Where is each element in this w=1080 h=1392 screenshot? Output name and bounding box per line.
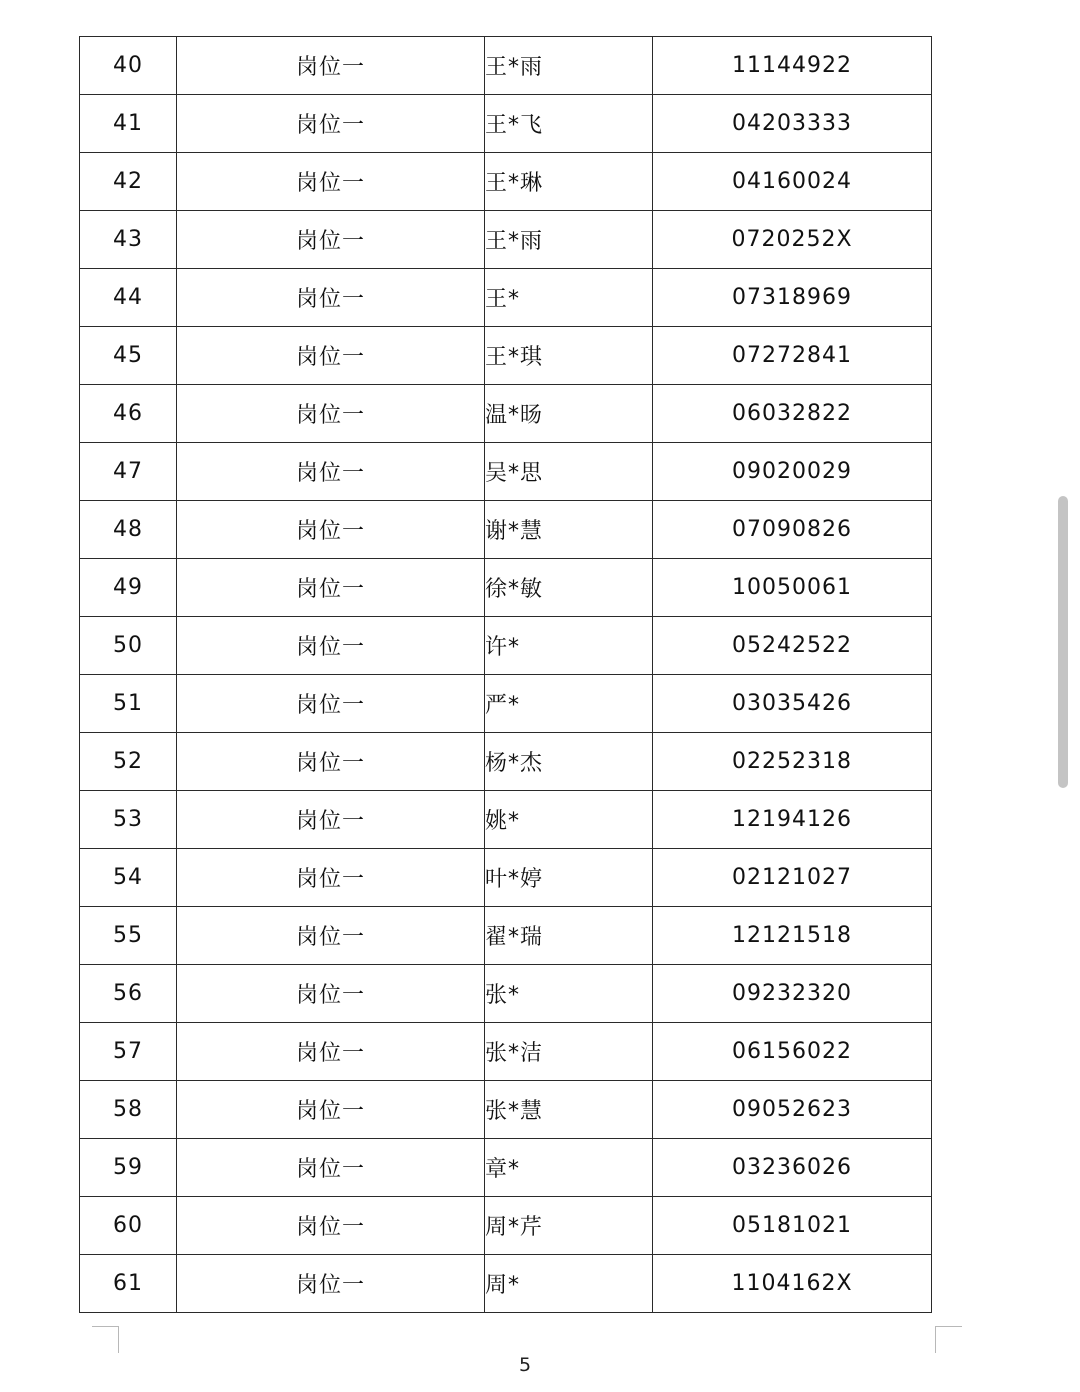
id-cell: 07318969 [653,269,932,327]
scrollbar-thumb[interactable] [1058,496,1068,788]
name-cell: 王*雨 [485,211,653,269]
row-number-cell: 47 [80,443,177,501]
id-cell: 09020029 [653,443,932,501]
name-cell: 王*雨 [485,37,653,95]
table-row [80,1023,932,1081]
table-row [80,501,932,559]
id-cell: 03236026 [653,1139,932,1197]
name-cell: 周* [485,1255,653,1313]
position-cell: 岗位一 [177,675,485,733]
table-row [80,559,932,617]
name-cell: 周*芹 [485,1197,653,1255]
position-cell: 岗位一 [177,1139,485,1197]
position-cell: 岗位一 [177,211,485,269]
name-cell: 张*慧 [485,1081,653,1139]
id-cell: 07090826 [653,501,932,559]
row-number-cell: 43 [80,211,177,269]
row-number-cell: 45 [80,327,177,385]
id-cell: 03035426 [653,675,932,733]
table-row [80,1139,932,1197]
position-cell: 岗位一 [177,1023,485,1081]
page-number: 5 [518,1354,532,1376]
row-number-cell: 54 [80,849,177,907]
row-number-cell: 60 [80,1197,177,1255]
table-row [80,1197,932,1255]
table-row [80,95,932,153]
table-row [80,733,932,791]
position-cell: 岗位一 [177,1081,485,1139]
id-cell: 05242522 [653,617,932,675]
row-number-cell: 49 [80,559,177,617]
name-cell: 叶*婷 [485,849,653,907]
row-number-cell: 55 [80,907,177,965]
name-cell: 王*飞 [485,95,653,153]
name-cell: 谢*慧 [485,501,653,559]
vertical-scrollbar[interactable] [1056,496,1070,788]
id-cell: 06032822 [653,385,932,443]
row-number-cell: 56 [80,965,177,1023]
table-row [80,1255,932,1313]
table-row [80,327,932,385]
name-cell: 严* [485,675,653,733]
position-cell: 岗位一 [177,37,485,95]
table-row [80,385,932,443]
row-number-cell: 50 [80,617,177,675]
position-cell: 岗位一 [177,443,485,501]
name-cell: 许* [485,617,653,675]
name-cell: 王*琳 [485,153,653,211]
roster-table-body [80,37,932,1313]
table-row [80,443,932,501]
id-cell: 02252318 [653,733,932,791]
row-number-cell: 61 [80,1255,177,1313]
row-number-cell: 52 [80,733,177,791]
id-cell: 12121518 [653,907,932,965]
position-cell: 岗位一 [177,95,485,153]
id-cell: 09052623 [653,1081,932,1139]
position-cell: 岗位一 [177,1197,485,1255]
id-cell: 04203333 [653,95,932,153]
position-cell: 岗位一 [177,965,485,1023]
position-cell: 岗位一 [177,269,485,327]
id-cell: 05181021 [653,1197,932,1255]
position-cell: 岗位一 [177,1255,485,1313]
roster-table [79,36,932,1313]
id-cell: 1104162X [653,1255,932,1313]
id-cell: 0720252X [653,211,932,269]
table-row [80,37,932,95]
id-cell: 07272841 [653,327,932,385]
name-cell: 吴*思 [485,443,653,501]
id-cell: 11144922 [653,37,932,95]
name-cell: 张*洁 [485,1023,653,1081]
row-number-cell: 48 [80,501,177,559]
name-cell: 张* [485,965,653,1023]
table-row [80,211,932,269]
position-cell: 岗位一 [177,791,485,849]
id-cell: 12194126 [653,791,932,849]
name-cell: 王*琪 [485,327,653,385]
table-row [80,675,932,733]
name-cell: 温*旸 [485,385,653,443]
name-cell: 姚* [485,791,653,849]
table-row [80,965,932,1023]
position-cell: 岗位一 [177,617,485,675]
row-number-cell: 53 [80,791,177,849]
id-cell: 06156022 [653,1023,932,1081]
position-cell: 岗位一 [177,559,485,617]
row-number-cell: 40 [80,37,177,95]
id-cell: 04160024 [653,153,932,211]
row-number-cell: 58 [80,1081,177,1139]
crop-mark-bottom-right [935,1326,962,1353]
name-cell: 徐*敏 [485,559,653,617]
row-number-cell: 59 [80,1139,177,1197]
name-cell: 杨*杰 [485,733,653,791]
position-cell: 岗位一 [177,153,485,211]
table-row [80,617,932,675]
id-cell: 10050061 [653,559,932,617]
name-cell: 章* [485,1139,653,1197]
table-row [80,153,932,211]
name-cell: 王* [485,269,653,327]
position-cell: 岗位一 [177,501,485,559]
id-cell: 02121027 [653,849,932,907]
table-row [80,791,932,849]
row-number-cell: 42 [80,153,177,211]
table-row [80,849,932,907]
position-cell: 岗位一 [177,907,485,965]
id-cell: 09232320 [653,965,932,1023]
position-cell: 岗位一 [177,733,485,791]
table-row [80,1081,932,1139]
row-number-cell: 57 [80,1023,177,1081]
row-number-cell: 51 [80,675,177,733]
row-number-cell: 44 [80,269,177,327]
table-row [80,269,932,327]
row-number-cell: 46 [80,385,177,443]
row-number-cell: 41 [80,95,177,153]
position-cell: 岗位一 [177,849,485,907]
table-row [80,907,932,965]
name-cell: 翟*瑞 [485,907,653,965]
position-cell: 岗位一 [177,327,485,385]
crop-mark-bottom-left [92,1326,119,1353]
position-cell: 岗位一 [177,385,485,443]
